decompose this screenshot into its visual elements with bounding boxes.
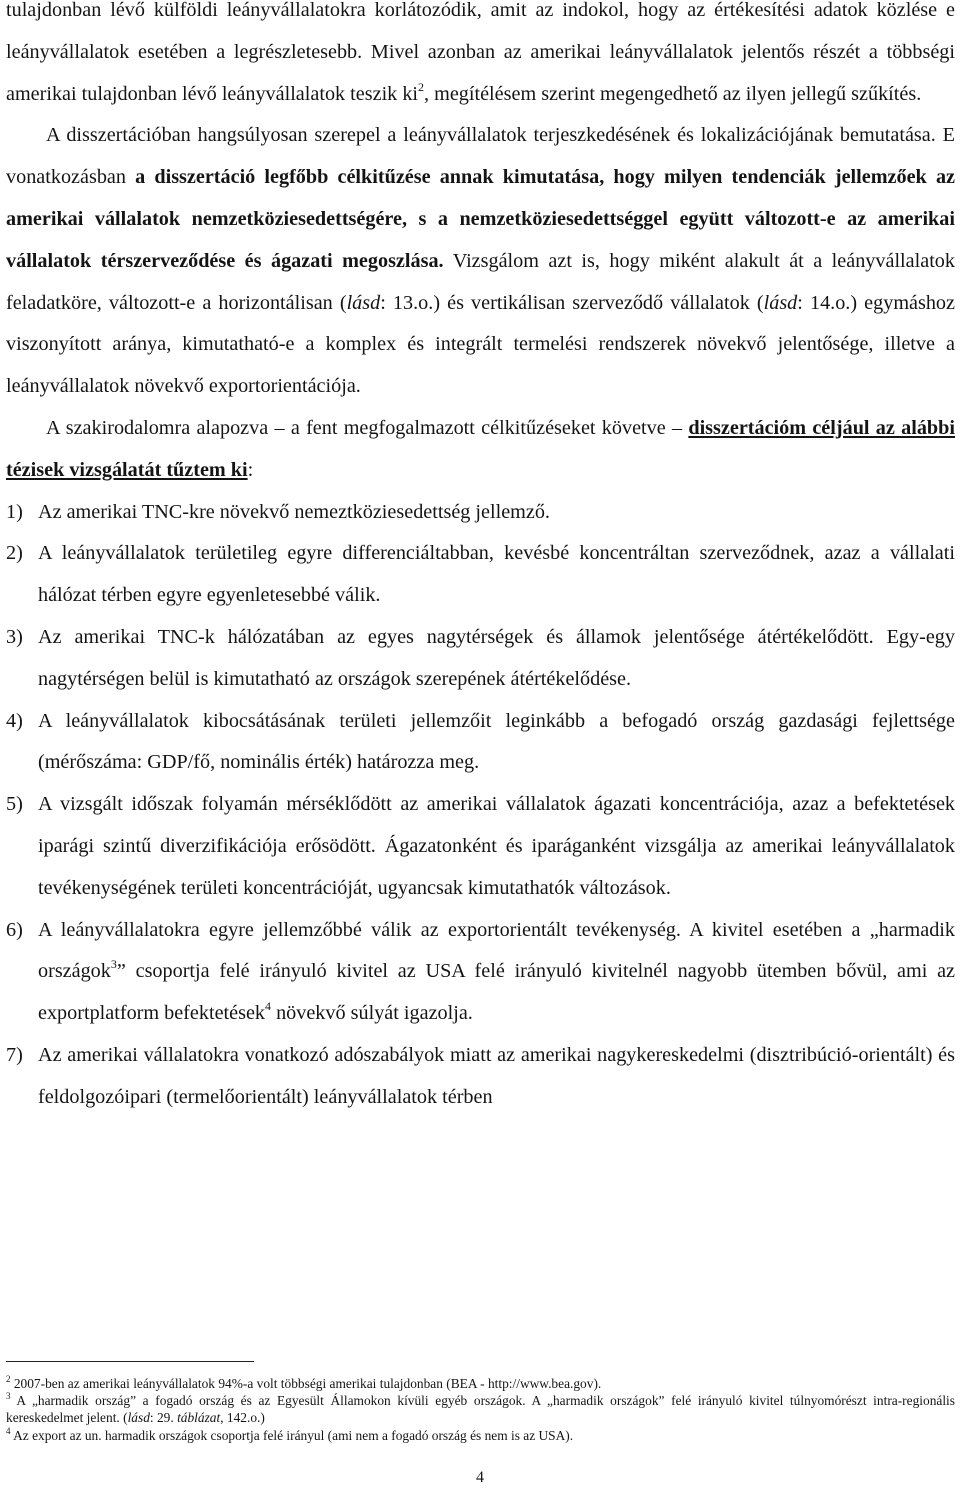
theses-intro-paragraph <box>6 408 955 492</box>
theses-heading-underlined: disszertációm céljául az alábbi tézisek vizsgálatát tűztem ki <box>6 416 955 481</box>
thesis-item-2 <box>6 533 955 617</box>
thesis-number: 3) <box>6 625 23 648</box>
footnote-ref-3[interactable]: 3 <box>110 957 117 972</box>
thesis-number: 7) <box>6 1043 23 1066</box>
thesis-item-7 <box>6 1035 955 1119</box>
thesis-text: A leányvállalatokra egyre jellemzőbbé válik az exportorientált tevékenység. A kivitel esetében a „harmadik országok <box>38 918 955 983</box>
thesis-text: A leányvállalatok kibocsátásának területi jellemzőit leginkább a befogadó ország gazdasági fejlettsége (mérőszáma: GDP/fő, nominális érték) határozza meg. <box>38 709 955 774</box>
thesis-number: 2) <box>6 542 23 565</box>
thesis-text: Az amerikai TNC-kre növekvő nemeztköziesedettség jellemző. <box>38 500 550 523</box>
footnote-text: 2007-ben az amerikai leányvállalatok 94%-a volt többségi amerikai tulajdonban (BEA - http://www.bea.gov). <box>10 1376 602 1391</box>
footnote-reference-number: : 29. <box>149 1410 178 1426</box>
thesis-item-6 <box>6 910 955 1035</box>
footnote-4 <box>6 1427 955 1444</box>
thesis-number: 5) <box>6 793 23 816</box>
footnote-reference-table: táblázat <box>177 1410 221 1426</box>
thesis-text-continued: ” csoportja felé irányuló kivitel az USA felé irányuló kivitelnél nagyobb ütemben bővül, ami az exportplatform befektetések <box>38 960 955 1025</box>
objectives-paragraph <box>6 115 955 408</box>
objectives-text-start: A disszertációban hangsúlyosan szerepel a leányvállalatok terjeszkedésének és lokalizációjának bemutatása. E vonatkozásban <box>6 124 955 189</box>
thesis-text-end: növekvő súlyát igazolja. <box>271 1002 473 1025</box>
footnote-text-end: , 142.o.) <box>220 1410 265 1426</box>
reference-lasd-2: lásd <box>763 291 798 314</box>
intro-text: tulajdonban lévő külföldi leányvállalatokra korlátozódik, amit az indokol, hogy az értékesítési adatok közlése e leányvállalatok esetében a legrészletesebb. Mivel azonban az amerikai leányvállalatok jelentős részét a többségi amerikai tulajdonban lévő leányvállalatok teszik ki <box>6 0 955 105</box>
reference-lasd-1: lásd <box>346 291 381 314</box>
thesis-number: 6) <box>6 918 23 941</box>
objectives-text-middle: Vizsgálom azt is, hogy miként alakult át a leányvállalatok feladatköre, változott-e a horizontálisan ( <box>6 249 955 314</box>
reference-page-2: : 14.o. <box>797 291 851 314</box>
thesis-number: 4) <box>6 709 23 732</box>
main-objective-bold: a disszertáció legfőbb célkitűzése annak kimutatása, hogy milyen tendenciák jellemzőek az amerikai vállalatok nemzetköziesedettségére, s a nemzetköziesedettséggel együtt változott-e az amerikai vállalatok térszerveződése és ágazati megoszlása. <box>6 166 955 272</box>
intro-text-end: , megítélésem szerint megengedhető az ilyen jellegű szűkítés. <box>424 82 922 105</box>
thesis-item-3 <box>6 617 955 701</box>
footnote-separator <box>6 1361 254 1362</box>
thesis-text: Az amerikai vállalatokra vonatkozó adószabályok miatt az amerikai nagykereskedelmi (disztribúció-orientált) és feldolgozóipari (termelőorientált) leányvállalatok térben <box>38 1043 955 1108</box>
intro-paragraph <box>6 0 955 115</box>
thesis-text: A leányvállalatok területileg egyre differenciáltabban, kevésbé koncentráltan szerveződnek, azaz a vállalati hálózat térben egyre egyenletesebbé válik. <box>38 542 955 607</box>
footnote-number: 2 <box>6 1374 11 1384</box>
theses-intro-colon: : <box>247 458 254 481</box>
thesis-item-4 <box>6 701 955 785</box>
thesis-item-5 <box>6 784 955 909</box>
page-number: 4 <box>476 1469 484 1486</box>
theses-list <box>6 492 955 1119</box>
footnote-number: 4 <box>6 1425 11 1436</box>
footnotes-section <box>6 1375 955 1444</box>
thesis-text: A vizsgált időszak folyamán mérséklődött az amerikai vállalatok ágazati koncentrációja, azaz a befektetések iparági szintű diverzifikációja erősödött. Ágazatonként és iparáganként vizsgálja az amerikai leányvállalatok tevékenységének területi koncentrációját, ugyancsak kimutathatók változások. <box>38 793 955 899</box>
footnote-3 <box>6 1392 955 1426</box>
footnote-text: Az export az un. harmadik országok csoportja felé irányul (ami nem a fogadó ország és nem is az USA). <box>10 1427 574 1443</box>
footnote-reference-lasd: lásd <box>127 1410 150 1426</box>
reference-page-1: : 13.o. <box>380 291 434 314</box>
thesis-text: Az amerikai TNC-k hálózatában az egyes nagytérségek és államok jelentősége átértékelődött. Egy-egy nagytérségen belül is kimutatható az országok szerepének átértékelődése. <box>38 625 955 690</box>
objectives-text-continued: ) és vertikálisan szerveződő vállalatok ( <box>433 291 764 314</box>
thesis-number: 1) <box>6 500 23 523</box>
footnote-text: A „harmadik ország” a fogadó ország és az Egyesült Államokon kívüli egyéb országok. A „harmadik országok” felé irányuló kivitel túlnyomórészt intra-regionális kereskedelmet jelent. ( <box>6 1393 955 1426</box>
footnote-ref-2[interactable]: 2 <box>418 79 425 94</box>
footnote-number: 3 <box>6 1391 11 1402</box>
theses-intro-text: A szakirodalomra alapozva – a fent megfogalmazott célkitűzéseket követve – <box>46 416 689 439</box>
thesis-item-1 <box>6 492 955 534</box>
footnote-2 <box>6 1375 955 1392</box>
objectives-text-end: ) egymáshoz viszonyított aránya, kimutatható-e a komplex és integrált termelési rendszerek növekvő jelentősége, illetve a leányvállalatok növekvő exportorientációja. <box>6 291 955 398</box>
footnote-ref-4[interactable]: 4 <box>265 999 272 1014</box>
